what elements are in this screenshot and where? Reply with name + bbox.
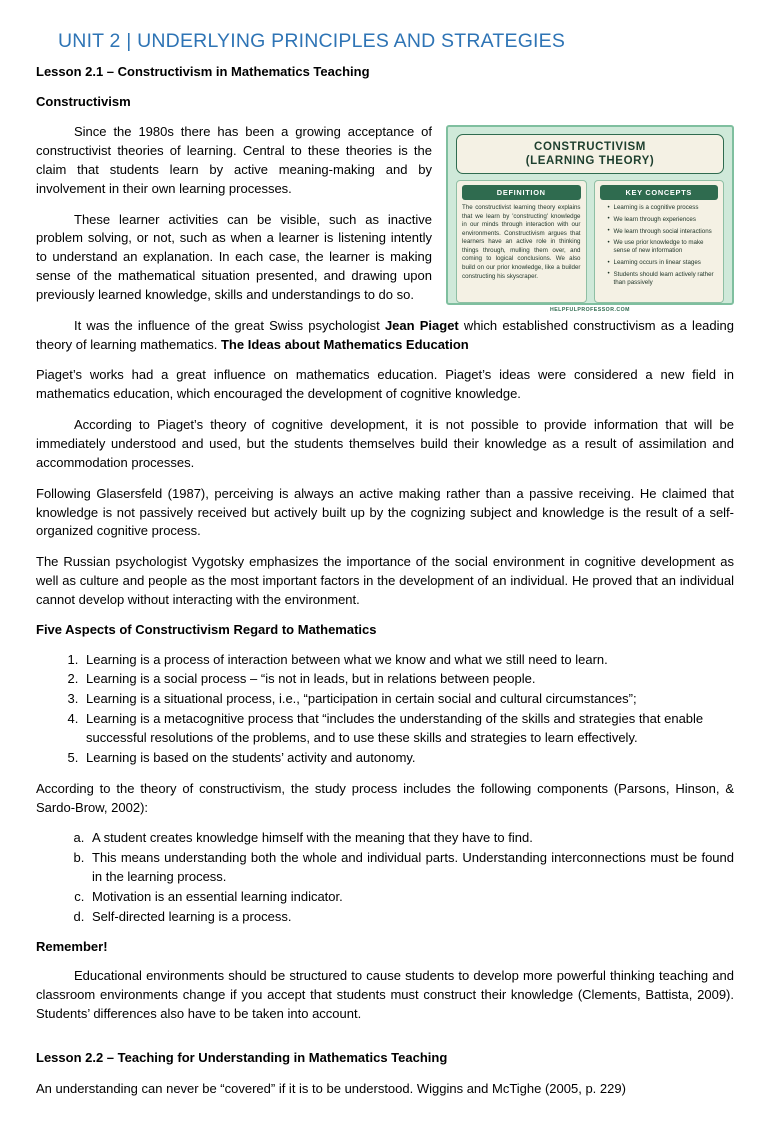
lesson-2-2-paragraph: An understanding can never be “covered” if it is to be understood. Wiggins and McTighe (2005, p. 229) xyxy=(36,1080,626,1096)
list-item: • We learn through experiences xyxy=(608,216,719,224)
five-aspects-heading: Five Aspects of Constructivism Regard to Mathematics xyxy=(36,621,377,637)
paragraph-1: Since the 1980s there has been a growing acceptance of constructivist theories of learning. Central to these theories is the claim that students learn by active meaning-making and by involvement in their own learning processes. xyxy=(36,124,432,196)
components-list xyxy=(36,829,734,926)
list-item: 3. Learning is a situational process, i.e., “participation in certain social and cultural circumstances”; xyxy=(82,690,734,709)
remember-heading: Remember! xyxy=(36,938,108,954)
list-item: • Learning occurs in linear stages xyxy=(608,259,719,267)
paragraph-3-part1: It was the influence of the great Swiss psychologist xyxy=(74,317,385,333)
figure-definition-panel xyxy=(456,180,587,303)
list-item: 2. Learning is a social process – “is not in leads, but in relations between people. xyxy=(82,670,734,689)
paragraph-3-part2: which established constructivism as a leading theory of learning mathematics. xyxy=(36,317,734,352)
figure-credit: HELPFULPROFESSOR.COM xyxy=(549,307,631,314)
figure-title-line2: (LEARNING THEORY) xyxy=(525,155,655,168)
figure-title-line1: CONSTRUCTIVISM xyxy=(534,141,646,154)
list-item: • Learning is a cognitive process xyxy=(608,204,719,212)
paragraph-6: Following Glasersfeld (1987), perceiving is always an active making rather than a passive receiving. He claimed that knowledge is not passively received but actively built up by the cognizing subject and knowledge is the result of a self-organized cognitive process. xyxy=(36,485,734,539)
list-item: • Students should learn actively rather than passively xyxy=(608,271,719,287)
figure-definition-text: The constructivist learning theory explains that we learn by 'constructing' knowledge in our minds through interaction with our environments. Constructivism argues that learners have an active role in thinking things through, mulling them over, and coming to logical conclusions. We also build on our prior knowledge, like a builder constructing his skyscraper. xyxy=(462,204,581,280)
paragraph-7: The Russian psychologist Vygotsky emphasizes the importance of the social environment in cognitive development as well as culture and people as the most important factors in the development of an individual. He proved that an individual cannot develop without interacting with the environment. xyxy=(36,554,734,607)
figure-key-concepts-panel xyxy=(594,180,725,303)
list-item: • We use prior knowledge to make sense of new information xyxy=(608,239,719,255)
list-item: 4. Learning is a metacognitive process that “includes the understanding of the skills and strategies that enable successful resolutions of the problems, and to use these skills and strategies to learn effectively. xyxy=(82,710,734,748)
list-item: 1. Learning is a process of interaction between what we know and what we still need to learn. xyxy=(82,651,734,670)
list-item: • We learn through social interactions xyxy=(608,228,719,236)
list-item: 5. Learning is based on the students’ activity and autonomy. xyxy=(82,749,734,768)
page-title: UNIT 2 | UNDERLYING PRINCIPLES AND STRATEGIES xyxy=(58,30,566,52)
piaget-name: Jean Piaget xyxy=(384,317,459,333)
lesson-2-2-heading: Lesson 2.2 – Teaching for Understanding in Mathematics Teaching xyxy=(36,1050,448,1066)
constructivism-figure-wrapper xyxy=(446,125,734,314)
figure-columns xyxy=(456,180,724,303)
figure-key-concepts-list xyxy=(600,204,719,287)
list-item: d. Self-directed learning is a process. xyxy=(88,908,734,927)
figure-key-concepts-header: KEY CONCEPTS xyxy=(600,185,719,200)
components-intro: According to the theory of constructivism, the study process includes the following components (Parsons, Hinson, & Sardo-Brow, 2002): xyxy=(36,780,734,815)
paragraph-5: According to Piaget’s theory of cognitive development, it is not possible to provide information that will be immediately understood and used, but the students themselves build their knowledge as a result of assimilation and accommodation processes. xyxy=(36,417,734,470)
remember-text: Educational environments should be structured to cause students to develop more powerful thinking teaching and classroom environments change if you accept that students must construct their knowledge (Clements, Battista, 2009). Students’ differences also have to be taken into account. xyxy=(36,968,734,1022)
figure-title xyxy=(456,134,724,174)
five-aspects-list xyxy=(36,651,734,768)
lesson-2-1-heading: Lesson 2.1 – Constructivism in Mathematics Teaching xyxy=(36,64,370,80)
constructivism-diagram xyxy=(446,125,734,314)
ideas-about-math-education: The Ideas about Mathematics Education xyxy=(220,336,469,352)
list-item: a. A student creates knowledge himself with the meaning that they have to find. xyxy=(88,829,734,848)
list-item: c. Motivation is an essential learning indicator. xyxy=(88,888,734,907)
list-item: b. This means understanding both the whole and individual parts. Understanding interconnections must be found in the learning process. xyxy=(88,849,734,887)
paragraph-4: Piaget’s works had a great influence on mathematics education. Piaget’s ideas were considered a new field in mathematics education, which encouraged the development of cognitive knowledge. xyxy=(36,367,734,402)
paragraph-2: These learner activities can be visible, such as inactive problem solving, or not, such as when a learner is listening intently to understand an explanation. In each case, the learner is making sense of the mathematical situation presented, and drawing upon previously learned knowledge, skills and understandings to do so. xyxy=(36,211,432,302)
constructivism-subheading: Constructivism xyxy=(36,94,131,110)
paragraph-3 xyxy=(36,317,734,355)
figure-definition-header: DEFINITION xyxy=(462,185,581,200)
